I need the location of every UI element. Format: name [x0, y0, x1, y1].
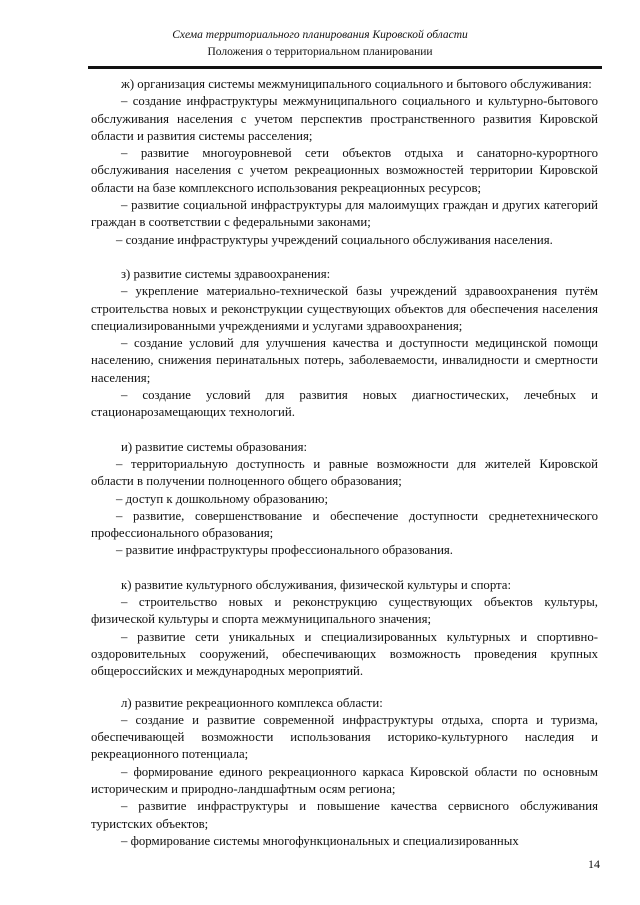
document-body	[91, 76, 598, 850]
list-item: – формирование системы многофункциональных и специализированных	[121, 833, 519, 848]
section-heading-l: л) развитие рекреационного комплекса области:	[121, 695, 383, 710]
section-heading-i: и) развитие системы образования:	[121, 439, 308, 454]
list-item: – создание инфраструктуры учреждений социального обслуживания населения.	[116, 232, 553, 247]
list-item: – доступ к дошкольному образованию;	[116, 491, 329, 506]
header-divider	[88, 66, 602, 69]
list-item: – развитие сети уникальных и специализированных культурных и спортивно-оздоровительных сооружений, обеспечивающих возможность проведения крупных общероссийских и международных мероприятий.	[91, 629, 598, 679]
list-item: – развитие многоуровневой сети объектов отдыха и санаторно-курортного обслуживания населения с учетом рекреационных возможностей территории Кировской области на базе комплексного использования рекреационных ресурсов;	[91, 146, 598, 195]
list-item: – развитие социальной инфраструктуры для малоимущих граждан и других категорий граждан в соответствии с федеральными законами;	[91, 198, 598, 230]
list-item: – строительство новых и реконструкцию существующих объектов культуры, физической культуры и спорта межмуниципального значения;	[91, 595, 598, 627]
list-item: – создание и развитие современной инфраструктуры отдыха, спорта и туризма, обеспечивающей возможности использования историко-культурного наследия и рекреационного потенциала;	[91, 712, 598, 762]
section-heading-k: к) развитие культурного обслуживания, физической культуры и спорта:	[121, 577, 512, 592]
list-item: – формирование единого рекреационного каркаса Кировской области по основным историческим и природно-ландшафтным осям региона;	[91, 764, 598, 796]
list-item: – развитие, совершенствование и обеспечение доступности среднетехнического профессионального образования;	[91, 508, 598, 541]
list-item: – создание условий для улучшения качества и доступности медицинской помощи населению, снижения перинатальных потерь, заболеваемости, инвалидности и смертности населения;	[91, 336, 598, 385]
list-item: – территориальную доступность и равные возможности для жителей Кировской области в получении полноценного общего образования;	[91, 456, 598, 489]
document-title: Схема территориального планирования Кировской области	[172, 29, 468, 41]
page-header	[0, 28, 640, 60]
page-number: 14	[588, 857, 600, 871]
list-item: – развитие инфраструктуры и повышение качества сервисного обслуживания туристских объектов;	[91, 799, 598, 831]
list-item: – развитие инфраструктуры профессионального образования.	[116, 543, 454, 558]
section-heading-zh: ж) организация системы межмуниципального социального и бытового обслуживания:	[121, 77, 592, 91]
list-item: – создание условий для развития новых диагностических, лечебных и стационарозамещающих технологий.	[91, 388, 598, 420]
document-subtitle: Положения о территориальном планировании	[207, 46, 433, 58]
list-item: – создание инфраструктуры межмуниципального социального и культурно-бытового обслуживания населения с учетом перспектив пространственного развития Кировской области и развития системы расселения;	[91, 94, 598, 143]
list-item: – укрепление материально-технической базы учреждений здравоохранения путём строительства новых и реконструкции существующих объектов для обеспечения населения специализированными учреждениями и услугами здравоохранения;	[91, 284, 598, 333]
section-heading-z: з) развитие системы здравоохранения:	[121, 266, 331, 281]
